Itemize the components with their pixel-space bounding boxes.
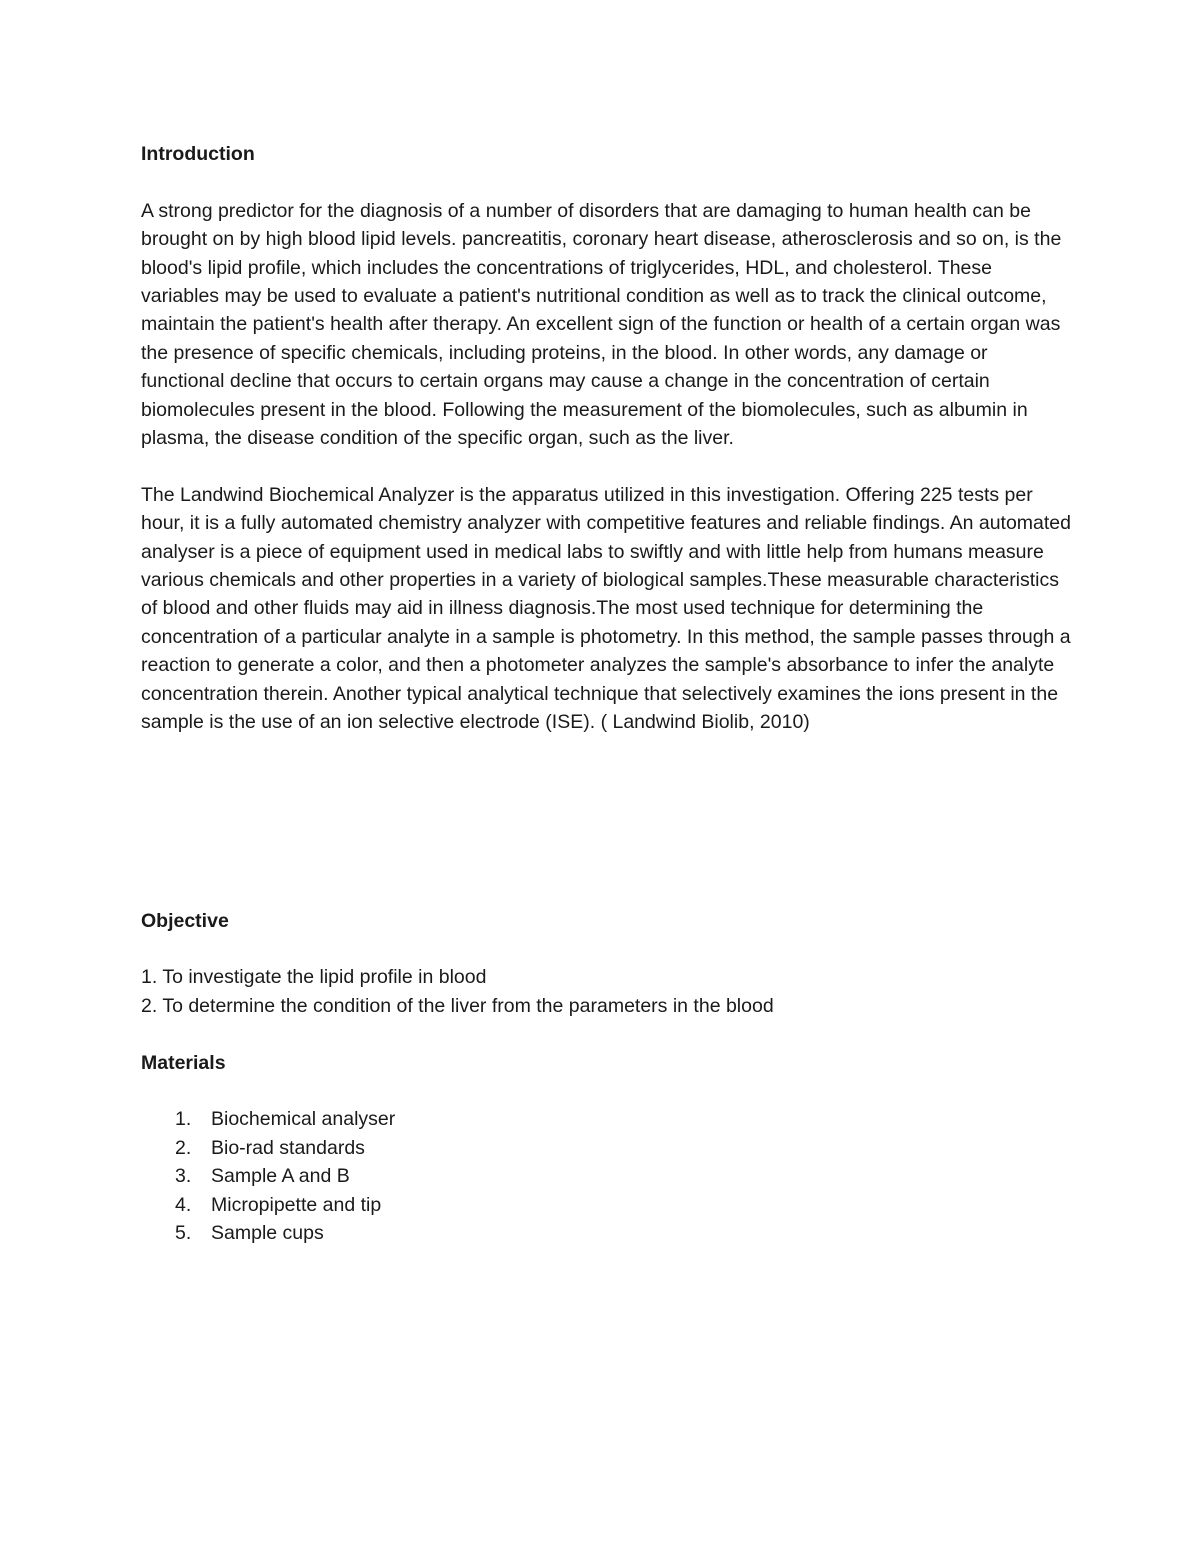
objective-item: 2. To determine the condition of the liver from the parameters in the blood: [141, 994, 774, 1017]
objective-heading: Objective: [141, 909, 229, 932]
materials-item-number: 5.: [175, 1221, 192, 1244]
introduction-paragraph-2: The Landwind Biochemical Analyzer is the apparatus utilized in this investigation. Offering 225 tests per hour, it is a fully automated chemistry analyzer with competitive features and reliable findings. An automated analyser is a piece of equipment used in medical labs to swiftly and with little help from humans measure various chemicals and other properties in a variety of biological samples.These measurable characteristics of blood and other fluids may aid in illness diagnosis.The most used technique for determining the concentration of a particular analyte in a sample is photometry. In this method, the sample passes through a reaction to generate a color, and then a photometer analyzes the sample's absorbance to infer the analyte concentration therein. Another typical analytical technique that selectively examines the ions present in the sample is the use of an ion selective electrode (ISE). ( Landwind Biolib, 2010): [141, 483, 1071, 734]
introduction-paragraph-1: A strong predictor for the diagnosis of a number of disorders that are damaging to human health can be brought on by high blood lipid levels. pancreatitis, coronary heart disease, atherosclerosis and so on, is the blood's lipid profile, which includes the concentrations of triglycerides, HDL, and cholesterol. These variables may be used to evaluate a patient's nutritional condition as well as to track the clinical outcome, maintain the patient's health after therapy. An excellent sign of the function or health of a certain organ was the presence of specific chemicals, including proteins, in the blood. In other words, any damage or functional decline that occurs to certain organs may cause a change in the concentration of certain biomolecules present in the blood. Following the measurement of the biomolecules, such as albumin in plasma, the disease condition of the specific organ, such as the liver.: [141, 199, 1062, 450]
materials-item: [141, 1219, 1071, 1247]
materials-item: [141, 1191, 1071, 1219]
objective-list: [141, 963, 1071, 1020]
materials-item-text: Sample A and B: [211, 1165, 350, 1188]
materials-list: [141, 1105, 1071, 1247]
materials-item: [141, 1134, 1071, 1162]
materials-item-number: 3.: [175, 1165, 192, 1188]
materials-item-text: Sample cups: [211, 1221, 324, 1244]
materials-item: [141, 1162, 1071, 1190]
materials-item-text: Bio-rad standards: [211, 1136, 365, 1159]
materials-item-number: 2.: [175, 1136, 192, 1159]
materials-item-text: Biochemical analyser: [211, 1108, 396, 1131]
materials-item-number: 4.: [175, 1193, 192, 1216]
materials-item-text: Micropipette and tip: [211, 1193, 382, 1216]
document-content: [141, 140, 1071, 1263]
introduction-heading: Introduction: [141, 143, 255, 165]
materials-item-number: 1.: [175, 1108, 192, 1131]
objective-item: 1. To investigate the lipid profile in blood: [141, 966, 487, 989]
materials-item: [141, 1105, 1071, 1133]
materials-heading: Materials: [141, 1051, 226, 1074]
